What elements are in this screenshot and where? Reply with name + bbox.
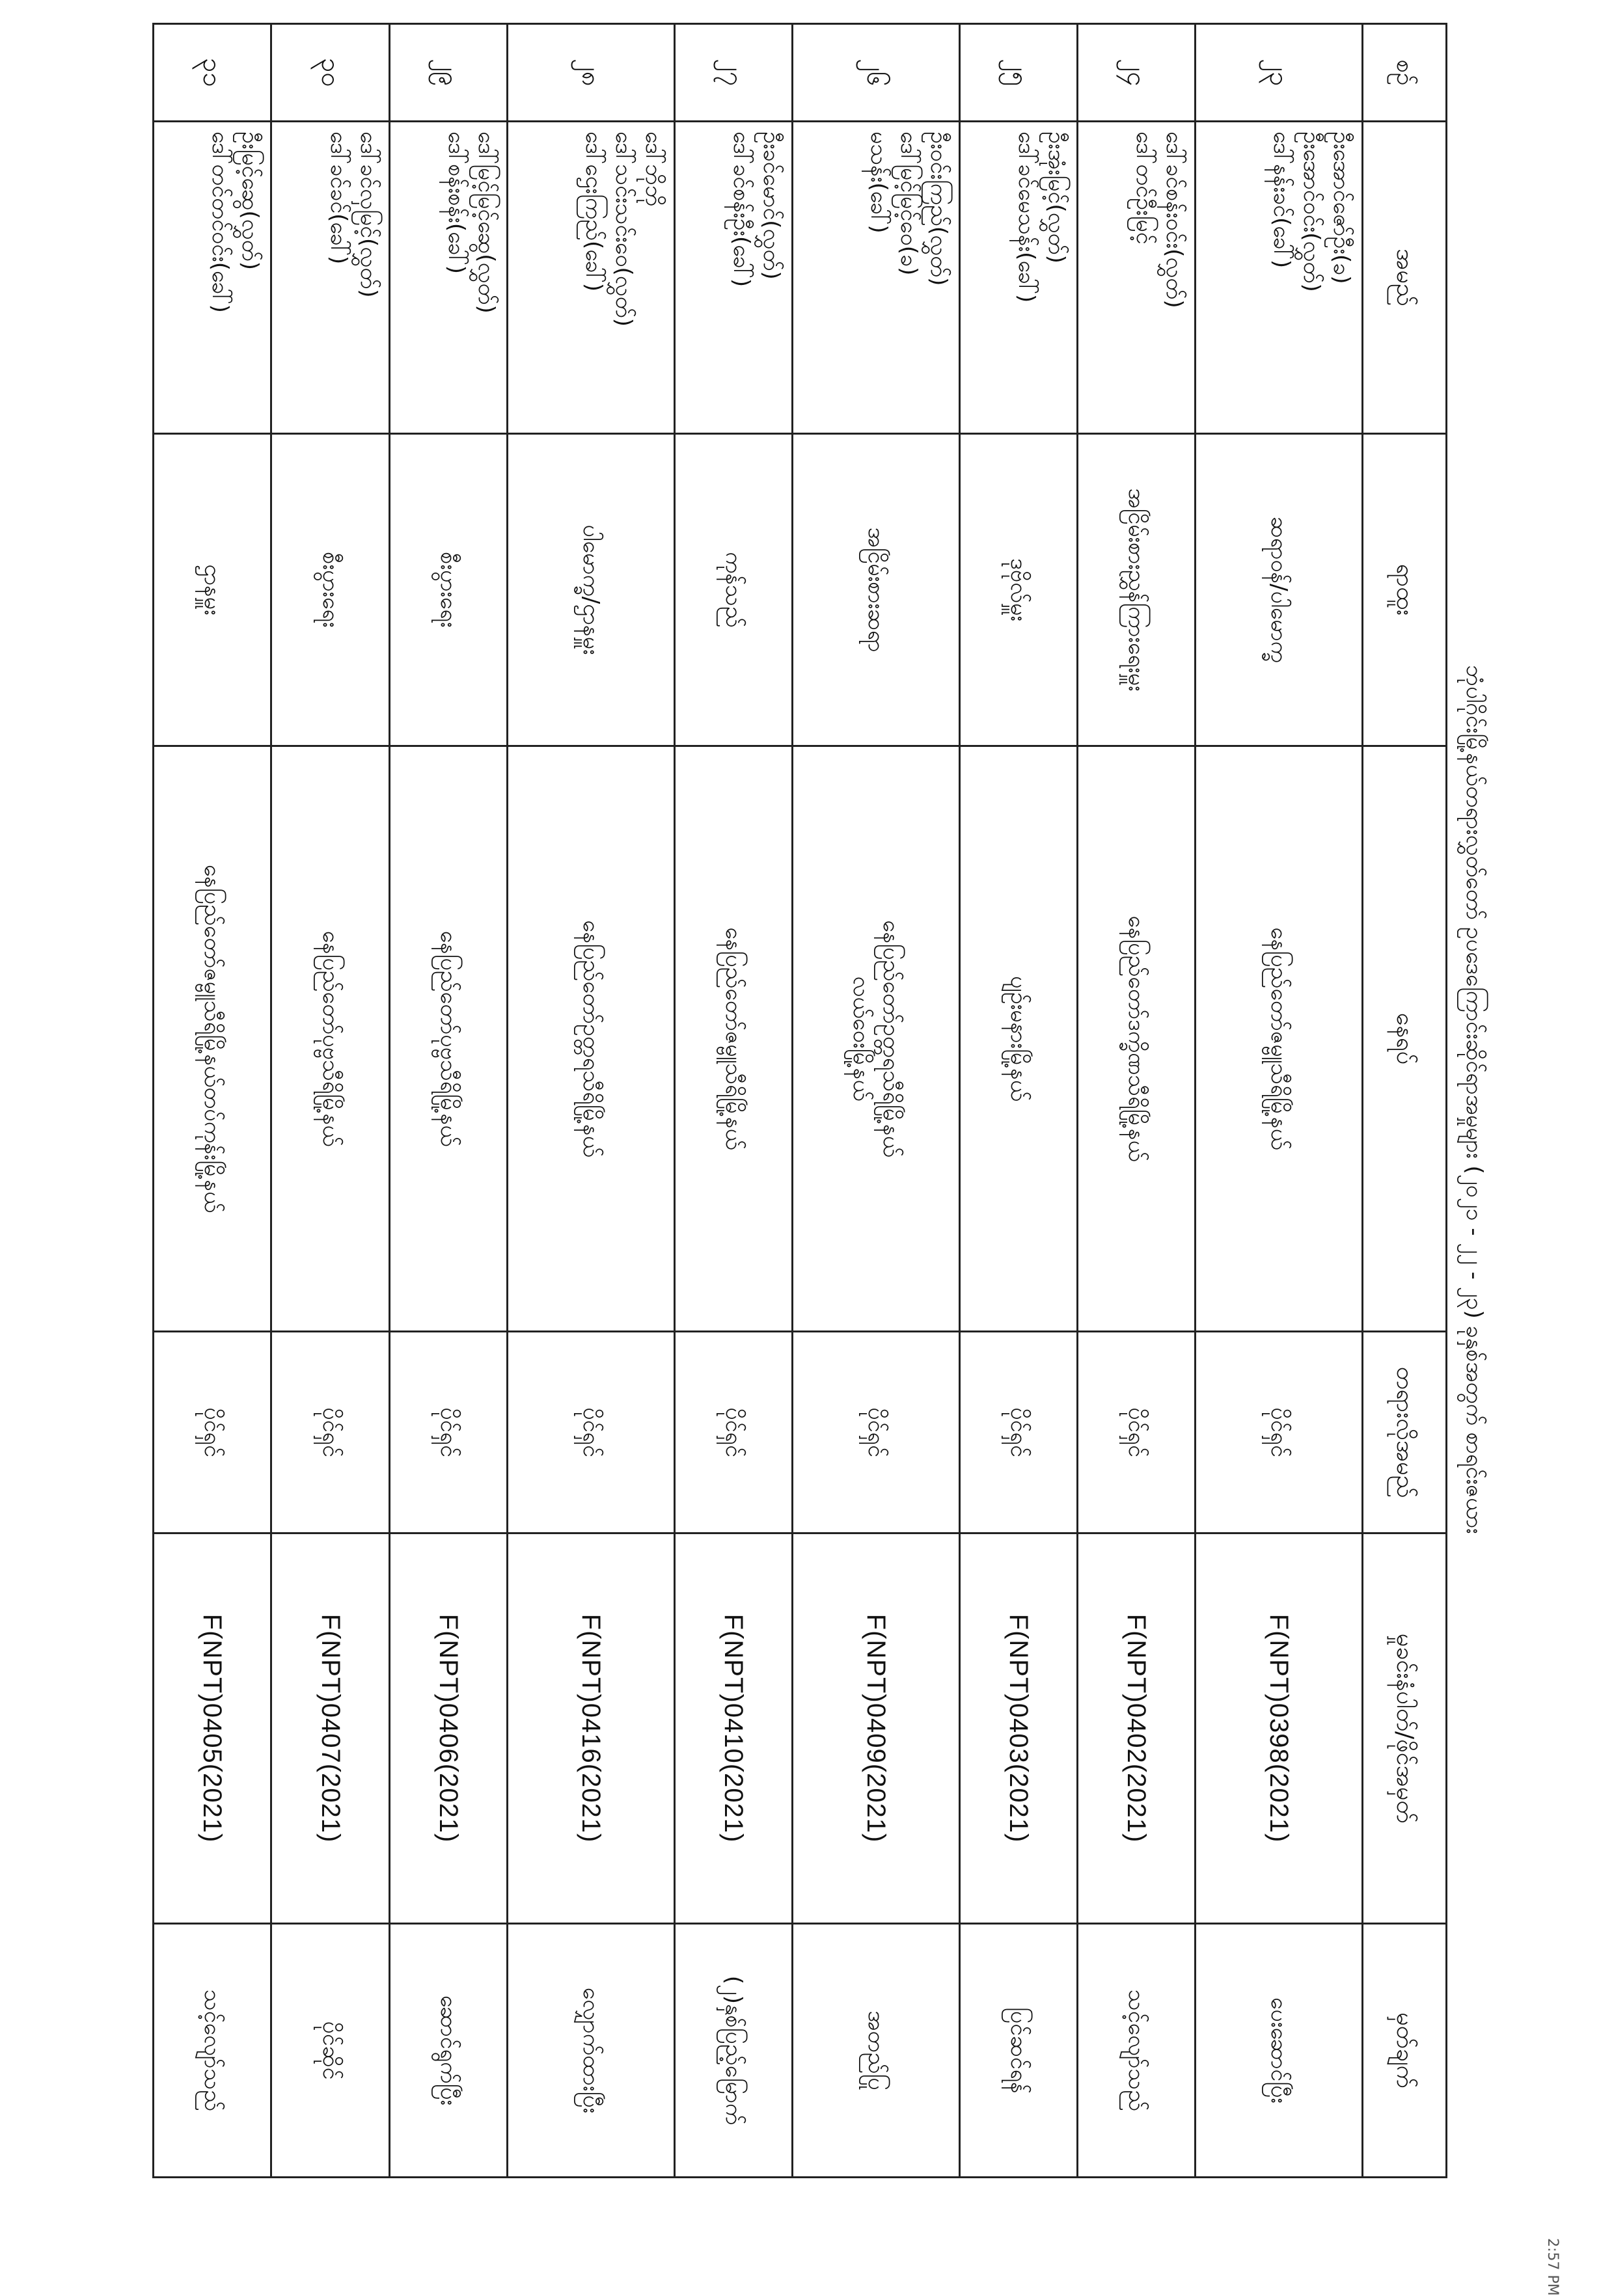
header-name: အမည် bbox=[1363, 122, 1447, 434]
table-row bbox=[674, 24, 792, 2178]
table-row bbox=[389, 24, 507, 2178]
cell-address: နေပြည်တော်ဥတ္တရသီရိမြို့နယ် bbox=[508, 746, 675, 1332]
header-title: ရာထူး bbox=[1363, 434, 1447, 746]
cell-serial: ၂၈ bbox=[508, 24, 675, 122]
cell-name: ဦးအုံးမြင့်(လွှတ်) ဒေါ်ခင်မေသန်း(ခေါ်) bbox=[959, 122, 1077, 434]
cell-title: ကုန်သည် bbox=[674, 434, 792, 746]
cell-case-number: F(NPT)0406(2021) bbox=[389, 1533, 507, 1924]
header-plaintiff: တရားလိုအမည် bbox=[1363, 1332, 1447, 1533]
cell-case-number: F(NPT)0416(2021) bbox=[508, 1533, 675, 1924]
cell-title: ဒုဗိုလ်မှူး bbox=[959, 434, 1077, 746]
cell-plaintiff: ပိုင်ရှင် bbox=[959, 1332, 1077, 1533]
cell-address: နေပြည်တော်ဇမ္ဗူသီရိမြို့နယ် bbox=[1196, 746, 1363, 1332]
cell-title: စီးပွားရေး bbox=[271, 434, 389, 746]
cell-remark: သင့်လျော်သည် bbox=[154, 1924, 271, 2178]
cell-name: ဦးမြင့်ဆွေ(လွှတ်) ဒေါ်တင်တင်ဝင်း(ခေါ်) bbox=[154, 122, 271, 434]
cell-address: ပျဉ်းမနားမြို့နယ် bbox=[959, 746, 1077, 1332]
cell-remark: ဆောင်ရွက်ပြီး bbox=[389, 1924, 507, 2178]
cell-case-number: F(NPT)0407(2021) bbox=[271, 1533, 389, 1924]
header-address: နေရပ် bbox=[1363, 746, 1447, 1332]
cell-name: ဦးအောင်ဇော်ဦး(ခ) ဦးအောင်ဝင်း(လွှတ်) ဒေါ်နန်းခင်(ခေါ်) bbox=[1196, 122, 1363, 434]
cell-serial: ၂၅ bbox=[959, 24, 1077, 122]
cell-title: ဌာနမှူး bbox=[154, 434, 271, 746]
cell-name: ဦးဝင်းကြည်(လွှတ်) ဒေါ်မြင့်မြင့်ဝေ(ခ) မသန်း(ခေါ်) bbox=[793, 122, 960, 434]
header-remark: မှတ်ချက် bbox=[1363, 1924, 1447, 2178]
cell-plaintiff: ပိုင်ရှင် bbox=[508, 1332, 675, 1533]
cell-serial: ၂၆ bbox=[793, 24, 960, 122]
cell-title: ပါမောက္ခ/ဌာနမှူး bbox=[508, 434, 675, 746]
header-case-number: မှုခင်းနံပါတ်/ဖိုင်အမှတ် bbox=[1363, 1533, 1447, 1924]
cell-remark: ပြင်ဆင်ရန် bbox=[959, 1924, 1077, 2178]
cell-plaintiff: ပိုင်ရှင် bbox=[1196, 1332, 1363, 1533]
cell-remark: ပေးဆောင်ပြီး bbox=[1196, 1924, 1363, 2178]
records-table bbox=[152, 23, 1447, 2178]
cell-plaintiff: ပိုင်ရှင် bbox=[793, 1332, 960, 1533]
cell-remark: (၂)နှစ်ပြည့်မြောက် bbox=[674, 1924, 792, 2178]
cell-plaintiff: ပိုင်ရှင် bbox=[154, 1332, 271, 1533]
cell-case-number: F(NPT)0398(2021) bbox=[1196, 1533, 1363, 1924]
cell-address: နေပြည်တော်ဇမ္ဗူသီရိမြို့နယ်တပ်ကုန်းမြို့နယ် bbox=[154, 746, 271, 1332]
cell-serial: ၂၃ bbox=[1196, 24, 1363, 122]
cell-name: ဒေါ်မြင့်မြင့်ဆွေ(လွှတ်) ဒေါ်စန်းစန်း(ခေါ်) bbox=[389, 122, 507, 434]
table-row bbox=[508, 24, 675, 2178]
cell-address: နေပြည်တော်ပုဗ္ဗသီရိမြို့နယ် bbox=[271, 746, 389, 1332]
cell-name: ဒေါ်ခင်လှမြင့်(လွှတ်) ဒေါ်ခင်ခင်(ခေါ်) bbox=[271, 122, 389, 434]
cell-title: ဆရာဝန်/ပါမောက္ခ bbox=[1196, 434, 1363, 746]
cell-case-number: F(NPT)0405(2021) bbox=[154, 1533, 271, 1924]
cell-remark: ပိုင်ဆိုင် bbox=[271, 1924, 389, 2178]
table-row bbox=[793, 24, 960, 2178]
cell-title: စီးပွားရေး bbox=[389, 434, 507, 746]
cell-remark: အတည်ပြု bbox=[793, 1924, 960, 2178]
cell-plaintiff: ပိုင်ရှင် bbox=[1078, 1332, 1196, 1533]
cell-case-number: F(NPT)0409(2021) bbox=[793, 1533, 960, 1924]
cell-serial: ၃၁ bbox=[154, 24, 271, 122]
cell-plaintiff: ပိုင်ရှင် bbox=[674, 1332, 792, 1533]
cell-serial: ၂၉ bbox=[389, 24, 507, 122]
cell-case-number: F(NPT)0402(2021) bbox=[1078, 1533, 1196, 1924]
table-row bbox=[271, 24, 389, 2178]
cell-case-number: F(NPT)0403(2021) bbox=[959, 1533, 1077, 1924]
cell-case-number: F(NPT)0410(2021) bbox=[674, 1533, 792, 1924]
cell-name: ဒေါ်ခင်စန်းဝင်း(လွှတ်) ဒေါ်တင်ဦးမြင့် bbox=[1078, 122, 1196, 434]
cell-address: နေပြည်တော်ဇမ္ဗူသီရိမြို့နယ် bbox=[674, 746, 792, 1332]
cell-plaintiff: ပိုင်ရှင် bbox=[271, 1332, 389, 1533]
table-header-row bbox=[1363, 24, 1447, 2178]
table-row bbox=[1078, 24, 1196, 2178]
table-row bbox=[959, 24, 1077, 2178]
rotated-document-page bbox=[151, 23, 1492, 2176]
cell-name: ဦးခင်မောင်(လွှတ်) ဒေါ်ခင်စန်းဦး(ခေါ်) bbox=[674, 122, 792, 434]
cell-address: နေပြည်တော်ပုဗ္ဗသီရိမြို့နယ် bbox=[389, 746, 507, 1332]
header-serial: စဉ် bbox=[1363, 24, 1447, 122]
cell-address: နေပြည်တော်ဒက္ခိဏသီရိမြို့နယ် bbox=[1078, 746, 1196, 1332]
cell-plaintiff: ပိုင်ရှင် bbox=[389, 1332, 507, 1533]
cell-address: နေပြည်တော်ဥတ္တရသီရိမြို့နယ် လယ်ဝေးမြို့နယ် bbox=[793, 746, 960, 1332]
cell-title: အငြိမ်းစားဆရာ bbox=[793, 434, 960, 746]
cell-remark: လျှောက်ထားပြီး bbox=[508, 1924, 675, 2178]
table-row bbox=[1196, 24, 1363, 2178]
cell-serial: ၃၀ bbox=[271, 24, 389, 122]
cell-remark: သင့်လျော်သည် bbox=[1078, 1924, 1196, 2178]
table-row bbox=[154, 24, 271, 2178]
cell-title: အငြိမ်းစားညွှန်ကြားရေးမှူး bbox=[1078, 434, 1196, 746]
cell-name: ဒေါ်ဘိုဘို ဒေါ်သင်းသင်းဝေ(လွှတ်) ဒေါ်ဌေးကြည်(ခေါ်) bbox=[508, 122, 675, 434]
document-title: ဘုံပါဂိုင်းမြို့နယ်တရားလွှတ်တော် ဥပဒေကြောင်းဆိုင်ရာအမှုများ (၂၀၂၁ - ၂၂ - ၂၃) ခုနှစ်အတွက် စာရင်းဇယား bbox=[1461, 665, 1487, 1534]
print-timestamp: 2:57 PM bbox=[1544, 2238, 1561, 2296]
cell-serial: ၂၇ bbox=[674, 24, 792, 122]
cell-serial: ၂၄ bbox=[1078, 24, 1196, 122]
